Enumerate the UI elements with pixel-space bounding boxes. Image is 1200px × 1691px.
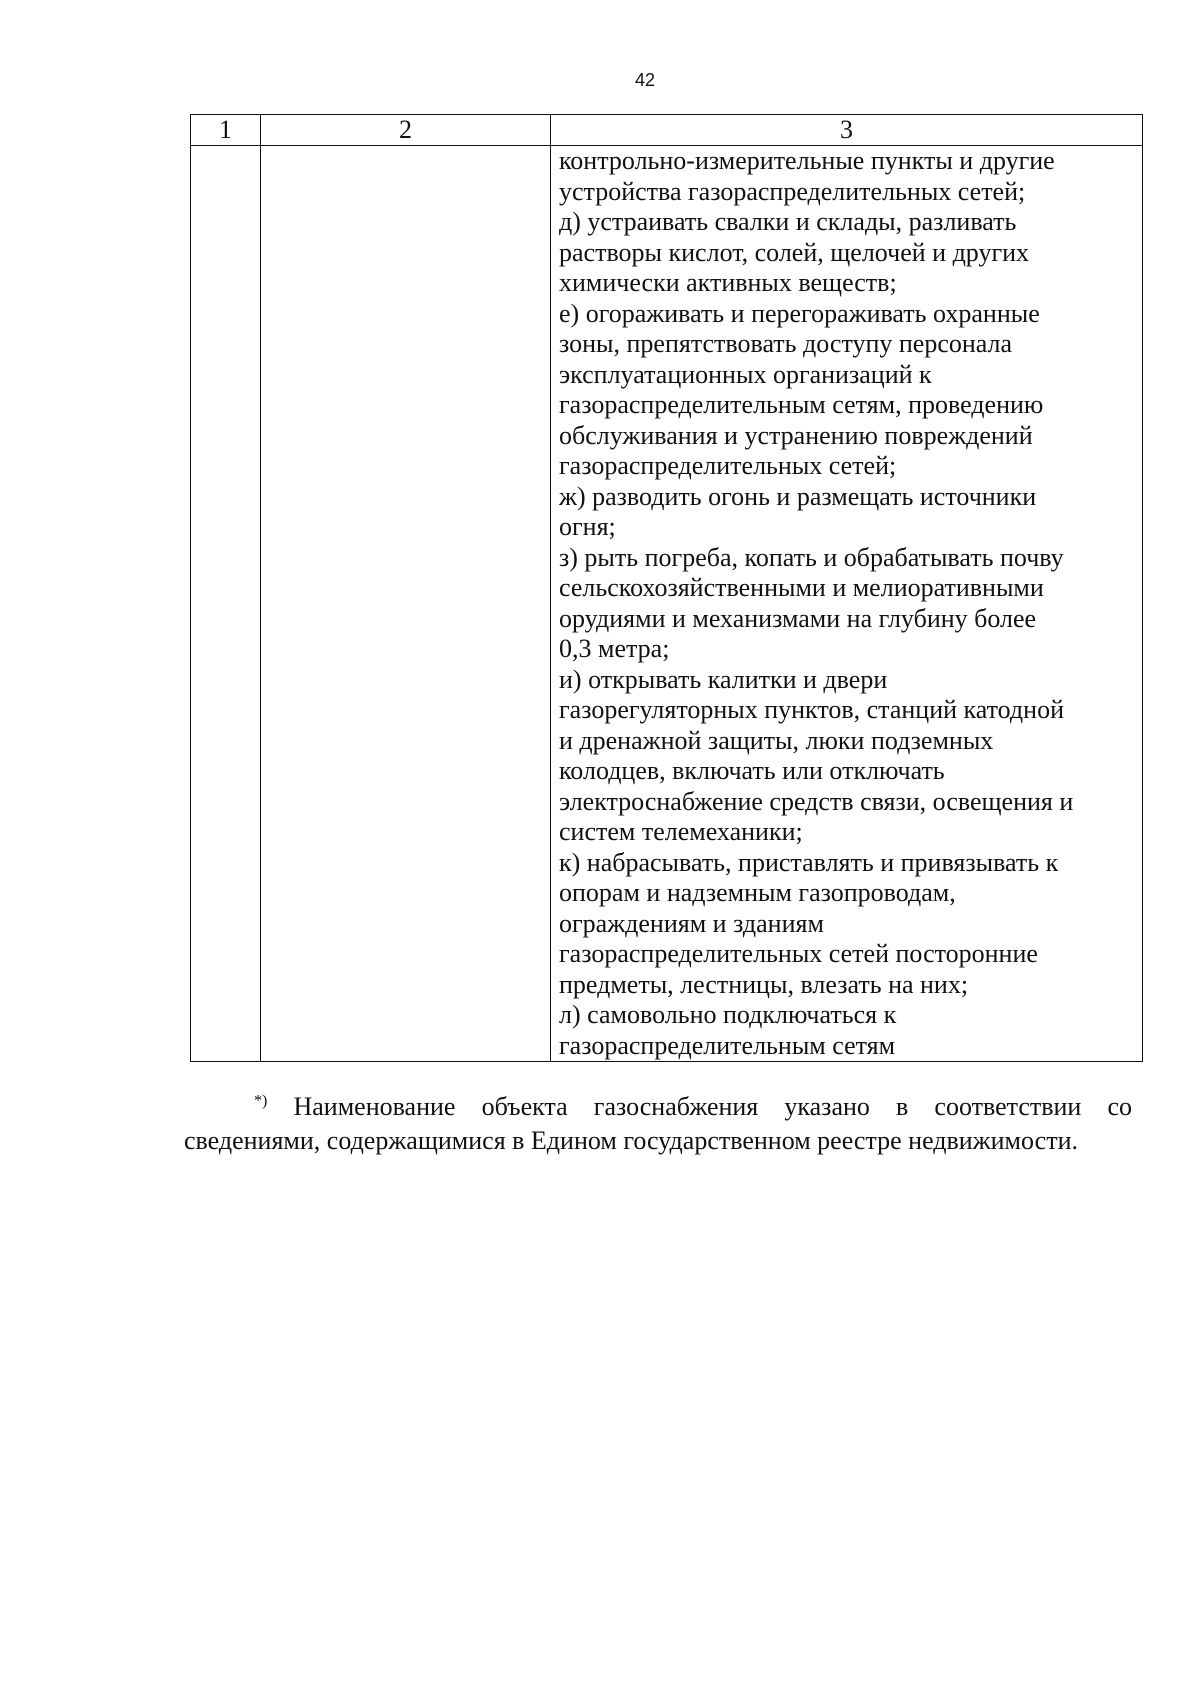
- restrictions-text: контрольно-измерительные пункты и другие устройства газораспределительных сетей; д) устраивать свалки и склады, разливать растворы кислот, солей, щелочей и других химически активных веществ; е) огораживать и перегораживать охранные зоны, препятствовать доступу персонала эксплуатационных организаций к газораспределительным сетям, проведению обслуживания и устранению повреждений газораспределительных сетей; ж) разводить огонь и размещать источники огня; з) рыть погреба, копать и обрабатывать почву сельскохозяйственными и мелиоративными орудиями и механизмами на глубину более 0,3 метра; и) открывать калитки и двери газорегуляторных пунктов, станций катодной и дренажной защиты, люки подземных колодцев, включать или отключать электроснабжение средств связи, освещения и систем телемеханики; к) набрасывать, приставлять и привязывать к опорам и надземным газопроводам, ограждениям и зданиям газораспределительных сетей посторонние предметы, лестницы, влезать на них; л) самовольно подключаться к газораспределительным сетям: [559, 146, 1074, 1060]
- table-cell-col2: [261, 146, 551, 1062]
- footnote: [184, 1090, 1132, 1158]
- column-header-2: 2: [261, 115, 551, 146]
- document-table: [190, 114, 1143, 1062]
- column-header-3: 3: [551, 115, 1143, 146]
- table-cell-col1: [191, 146, 261, 1062]
- footnote-marker: *): [254, 1092, 268, 1110]
- table-row: [191, 146, 1143, 1062]
- table-cell-col3: [551, 146, 1143, 1062]
- column-header-1: 1: [191, 115, 261, 146]
- table-header-row: [191, 115, 1143, 146]
- footnote-text: Наименование объекта газоснабжения указано в соответствии со сведениями, содержащимися в Едином государственном реестре недвижимости.: [184, 1092, 1133, 1155]
- page-number: 42: [634, 70, 656, 90]
